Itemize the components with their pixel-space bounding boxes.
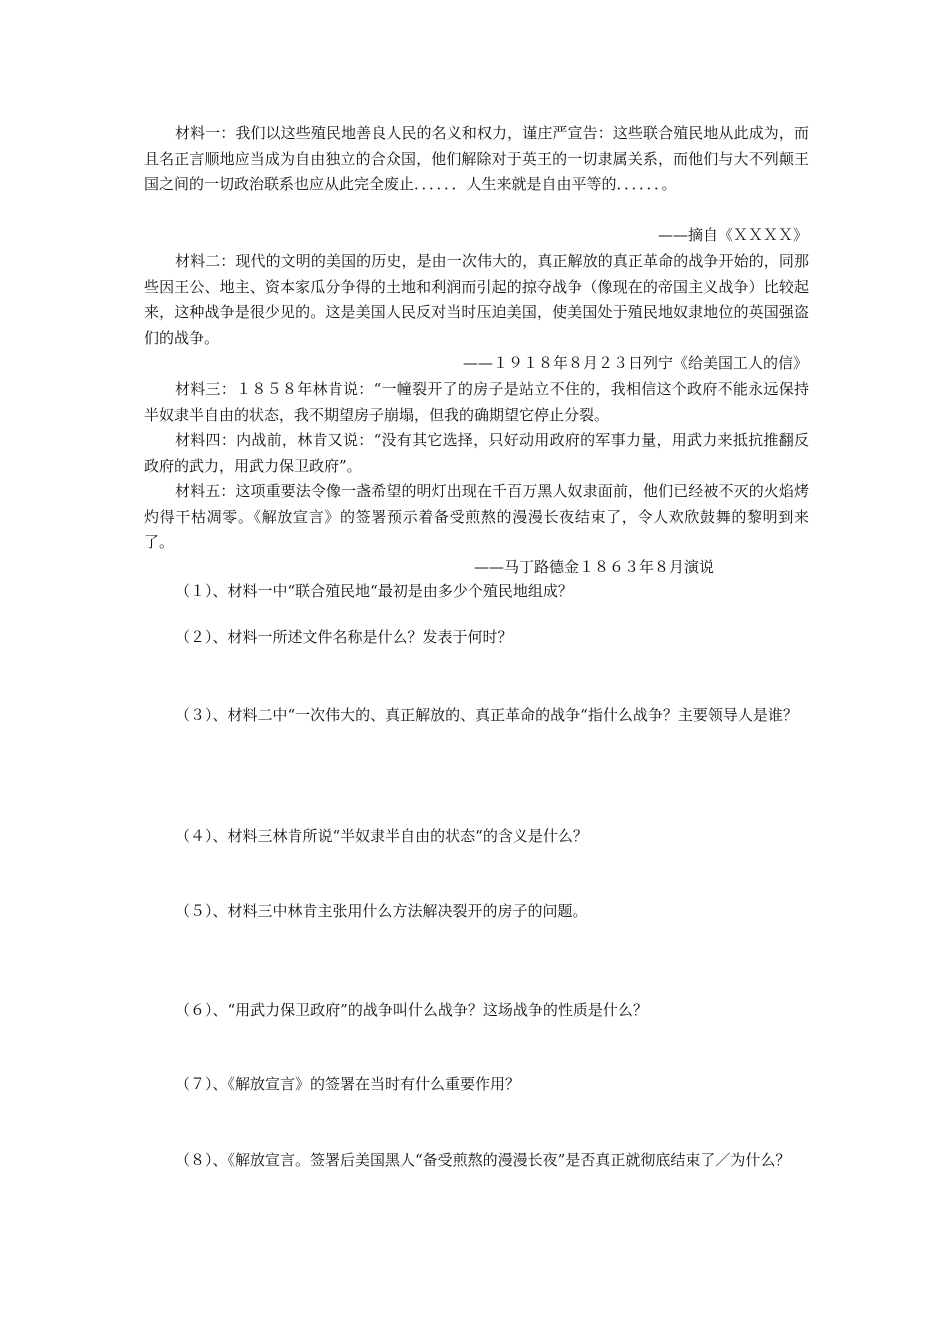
material-2-text: 材料二：现代的文明的美国的历史，是由一次伟大的，真正解放的真正革命的战争开始的，同那些因王公、地主、资本家瓜分争得的土地和利润而引起的掠夺战争（像现在的帝国主义战争）比较起来，这种战争是很少见的。这是美国人民反对当时压迫美国，使美国处于殖民地奴隶地位的英国强盗们的战争。 bbox=[144, 252, 809, 347]
question-6: （６）、“用武力保卫政府”的战争叫什么战争？这场战争的性质是什么？ bbox=[175, 1001, 648, 1019]
material-3-text: 材料三：１８５８年林肯说：“一幢裂开了的房子是站立不住的，我相信这个政府不能永远保持半奴隶半自由的状态，我不期望房子崩塌，但我的确期望它停止分裂。 bbox=[144, 380, 809, 424]
material-4-text: 材料四：内战前，林肯又说：“没有其它选择，只好动用政府的军事力量，用武力来抵抗推翻反政府的武力，用武力保卫政府”。 bbox=[144, 431, 809, 475]
material-5-text: 材料五：这项重要法令像一盏希望的明灯出现在千百万黑人奴隶面前，他们已经被不灭的火焰烤灼得干枯凋零。《解放宣言》的签署预示着备受煎熬的漫漫长夜结束了，令人欢欣鼓舞的黎明到来了。 bbox=[144, 482, 809, 551]
material-5-source: ——马丁路德金１８６３年８月演说 bbox=[473, 558, 714, 576]
question-4: （４）、材料三林肯所说“半奴隶半自由的状态“的含义是什么？ bbox=[175, 827, 588, 845]
material-1-source: ——摘自《ＸＸＸＸ》 bbox=[657, 226, 808, 244]
question-8: （８）、《解放宣言。签署后美国黑人“备受煎熬的漫漫长夜”是否真正就彻底结束了／为什么？ bbox=[175, 1151, 791, 1169]
material-2-source: ——１９１８年８月２３日列宁《给美国工人的信》 bbox=[462, 354, 808, 372]
question-1: （１）、材料一中“联合殖民地“最初是由多少个殖民地组成？ bbox=[175, 582, 573, 600]
question-7: （７）、《解放宣言》的签署在当时有什么重要作用？ bbox=[175, 1075, 521, 1093]
question-3: （３）、材料二中“一次伟大的、真正解放的、真正革命的战争“指什么战争？主要领导人是谁？ bbox=[175, 706, 798, 724]
question-2: （２）、材料一所述文件名称是什么？发表于何时？ bbox=[175, 628, 513, 646]
question-5: （５）、材料三中林肯主张用什么方法解决裂开的房子的问题。 bbox=[175, 902, 588, 920]
material-1-text: 材料一：我们以这些殖民地善良人民的名义和权力，谨庄严宣告：这些联合殖民地从此成为，而且名正言顺地应当成为自由独立的合众国，他们解除对于英王的一切隶属关系，而他们与大不列颠王国之间的一切政治联系也应从此完全废止．．．．．．人生来就是自由平等的．．．．．．。 bbox=[144, 124, 809, 193]
